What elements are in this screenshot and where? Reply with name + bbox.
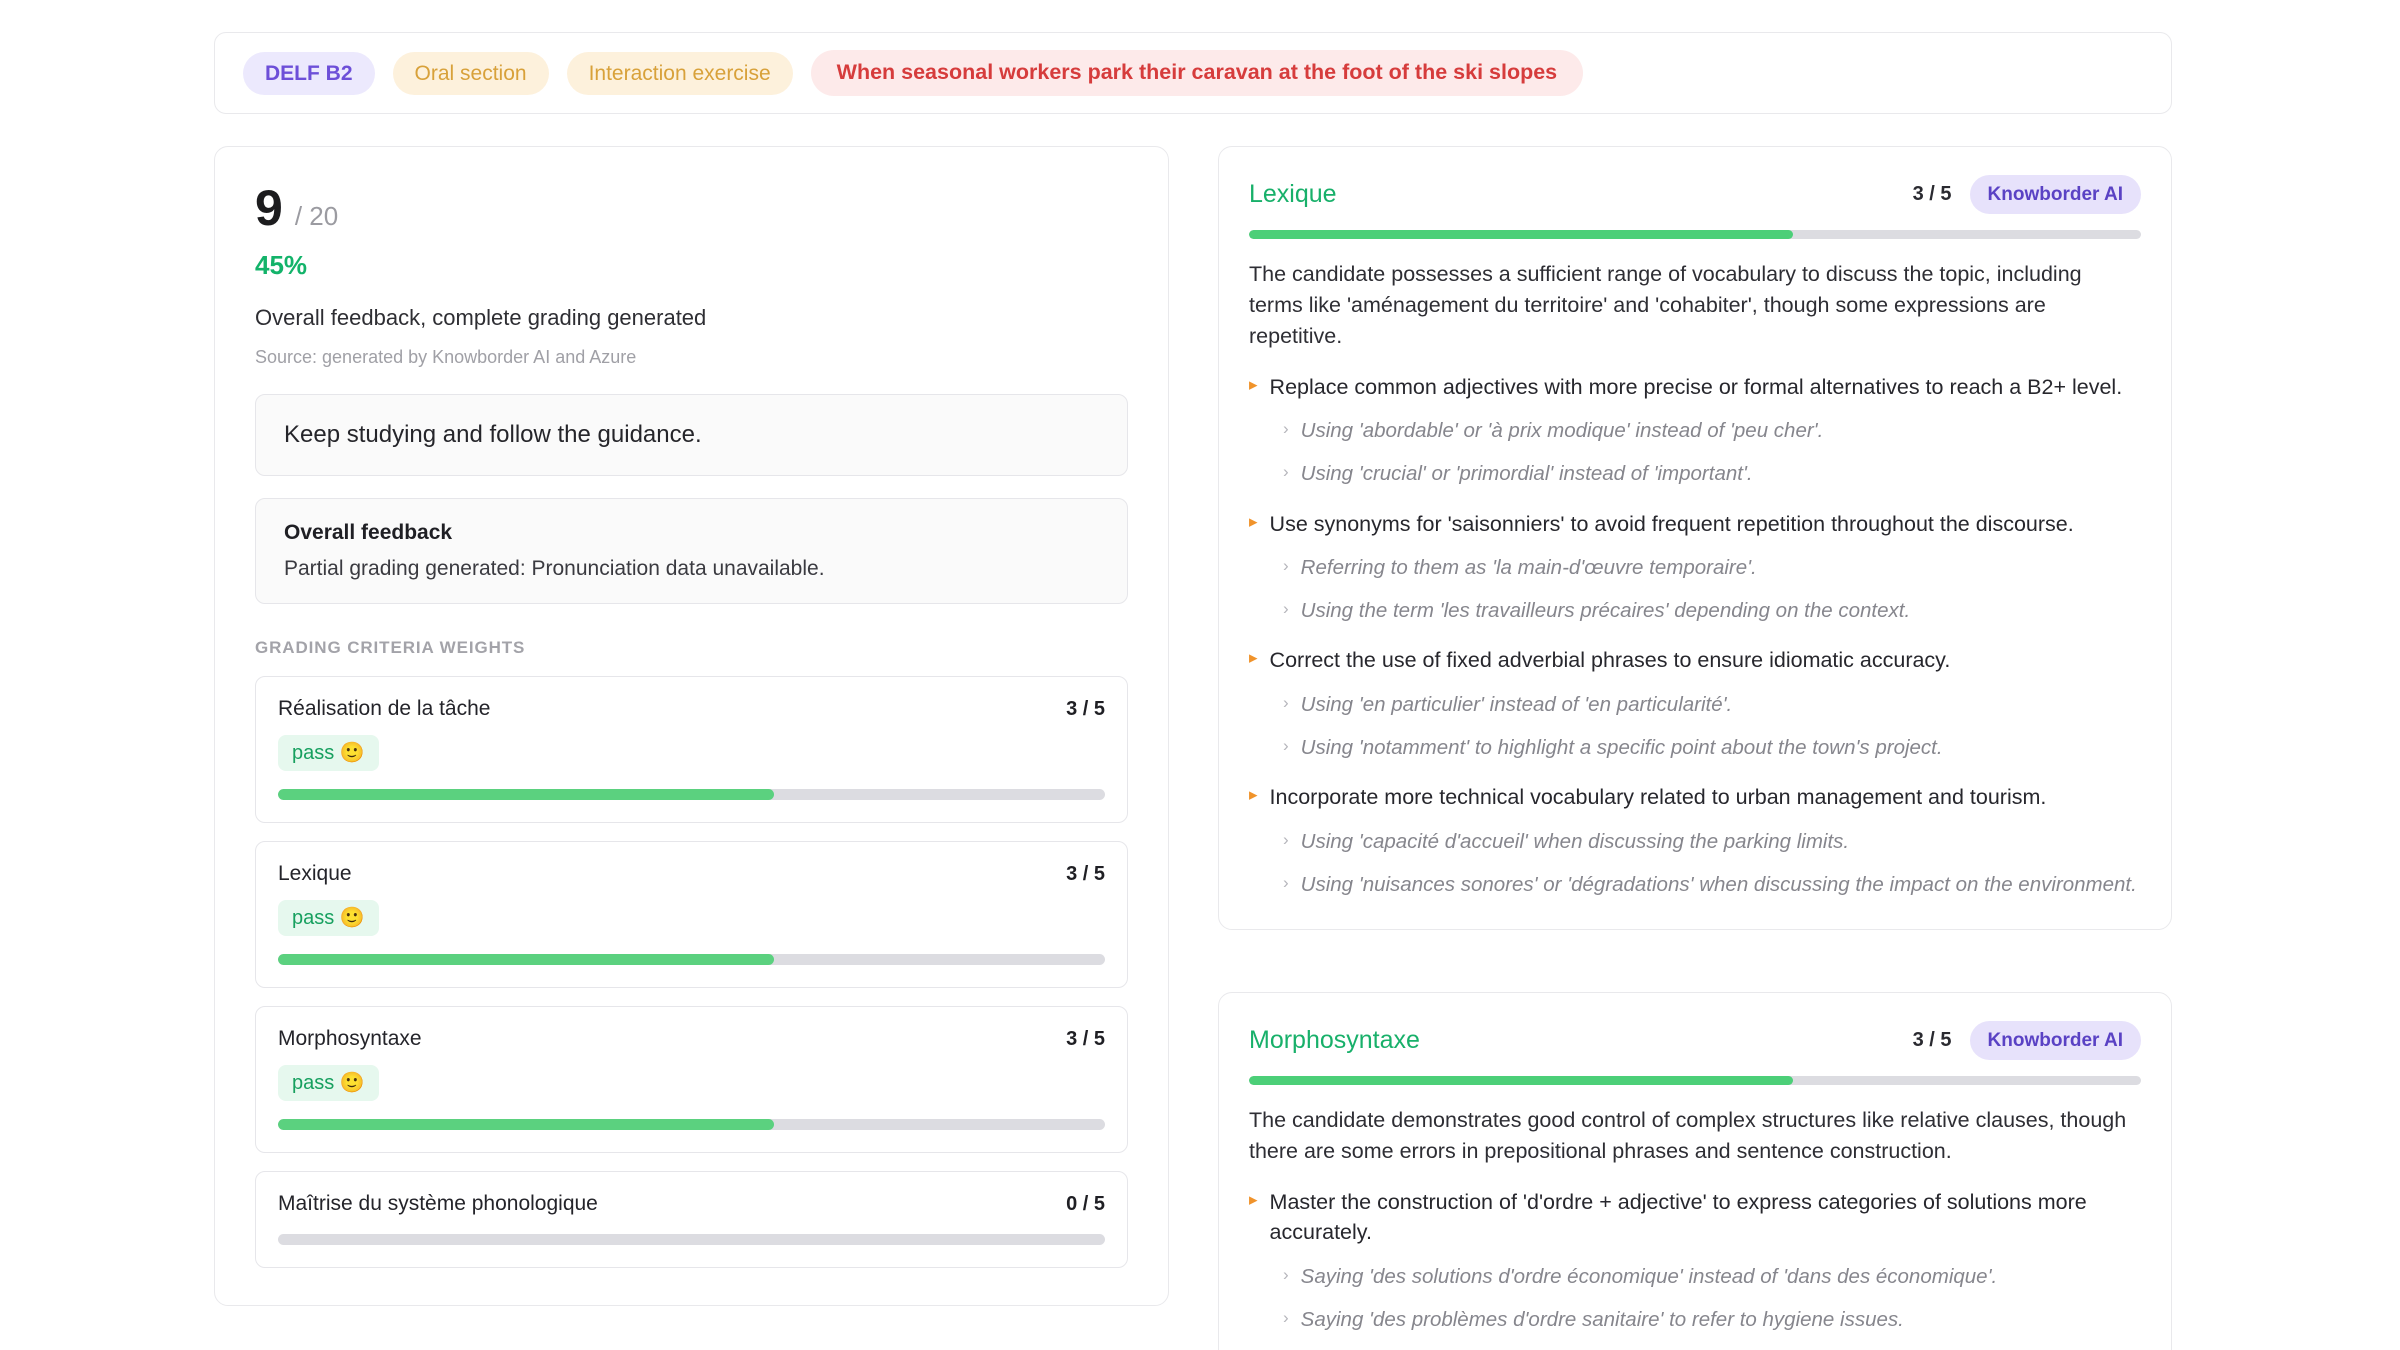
card-progress-track [1249, 1076, 2141, 1085]
guidance-note: Keep studying and follow the guidance. [255, 394, 1128, 476]
criteria-heading: GRADING CRITERIA WEIGHTS [255, 638, 526, 657]
caret-right-icon: ▸ [1249, 374, 1258, 394]
card-title: Morphosyntaxe [1249, 1025, 1420, 1054]
caret-right-icon: ▸ [1249, 1189, 1258, 1209]
criterion-item[interactable] [255, 1006, 1128, 1153]
criterion-name: Morphosyntaxe [278, 1027, 422, 1050]
criterion-header [278, 1027, 1105, 1051]
criterion-item[interactable] [255, 676, 1128, 823]
criterion-progress-track [278, 1119, 1105, 1130]
advice-example [1283, 1305, 2141, 1334]
advice-example-text: Using 'capacité d'accueil' when discussing the parking limits. [1300, 829, 1850, 853]
criterion-progress-fill [278, 954, 774, 965]
criterion-progress-track [278, 789, 1105, 800]
advice-text: Master the construction of 'd'ordre + adjective' to express categories of solutions more accurately. [1269, 1189, 2087, 1245]
status-badge: pass 🙂 [278, 900, 379, 936]
criterion-progress-fill [278, 1119, 774, 1130]
caret-right-icon: ▸ [1249, 511, 1258, 531]
advice-example [1283, 690, 2141, 719]
advice-example-text: Using 'abordable' or 'à prix modique' instead of 'peu cher'. [1300, 419, 1824, 443]
criterion-progress-fill [278, 789, 774, 800]
criterion-header [278, 697, 1105, 721]
chevron-right-icon: › [1283, 735, 1289, 755]
card-header [1249, 175, 2141, 214]
chevron-right-icon: › [1283, 599, 1289, 619]
score-percent: 45% [255, 250, 308, 280]
advice-text: Replace common adjectives with more precise or formal alternatives to reach a B2+ level. [1269, 374, 2123, 399]
advice-example [1283, 459, 2141, 488]
chevron-right-icon: › [1283, 1307, 1289, 1327]
criterion-progress-track [278, 954, 1105, 965]
criterion-score: 0 / 5 [1066, 1192, 1105, 1215]
advice-item [1249, 782, 2141, 813]
card-progress-track [1249, 230, 2141, 239]
ai-source-badge[interactable]: Knowborder AI [1970, 175, 2141, 214]
advice-example-text: Using 'crucial' or 'primordial' instead of 'important'. [1300, 462, 1753, 486]
chevron-right-icon: › [1283, 872, 1289, 892]
chip-section[interactable]: Oral section [393, 52, 549, 95]
criterion-header [278, 862, 1105, 886]
advice-item [1249, 372, 2141, 403]
chevron-right-icon: › [1283, 692, 1289, 712]
caret-right-icon: ▸ [1249, 648, 1258, 668]
advice-example [1283, 416, 2141, 445]
criterion-score: 3 / 5 [1066, 697, 1105, 720]
caret-right-icon: ▸ [1249, 785, 1258, 805]
advice-item [1249, 1187, 2141, 1248]
advice-item [1249, 645, 2141, 676]
advice-example-text: Using 'notamment' to highlight a specific point about the town's project. [1300, 735, 1943, 759]
advice-item [1249, 509, 2141, 540]
advice-example-text: Referring to them as 'la main-d'œuvre temporaire'. [1300, 556, 1757, 580]
score-row [255, 180, 1128, 236]
chevron-right-icon: › [1283, 556, 1289, 576]
source-line: Source: generated by Knowborder AI and Azure [255, 347, 637, 367]
score-total: / 20 [294, 201, 339, 231]
advice-example-text: Using 'nuisances sonores' or 'dégradations' when discussing the impact on the environment. [1300, 872, 2137, 896]
advice-example [1283, 733, 2141, 762]
score-value: 9 [255, 180, 283, 236]
card-progress-fill [1249, 1076, 1793, 1085]
overall-feedback-box [255, 498, 1128, 604]
advice-example-text: Saying 'des problèmes d'ordre sanitaire' to refer to hygiene issues. [1300, 1307, 1904, 1331]
card-title: Lexique [1249, 180, 1337, 208]
chip-exercise[interactable]: Interaction exercise [567, 52, 793, 95]
criterion-name: Lexique [278, 862, 352, 885]
chevron-right-icon: › [1283, 419, 1289, 439]
criterion-name: Réalisation de la tâche [278, 697, 491, 720]
criterion-feedback-card [1218, 992, 2172, 1350]
advice-example-text: Using the term 'les travailleurs précaires' depending on the context. [1300, 599, 1911, 623]
card-header-right [1913, 175, 2141, 214]
advice-example [1283, 596, 2141, 625]
card-header-right [1913, 1021, 2141, 1060]
ai-source-badge[interactable]: Knowborder AI [1970, 1021, 2141, 1060]
breadcrumb [214, 32, 2172, 114]
card-description: The candidate demonstrates good control of complex structures like relative clauses, though there are some errors in prepositional phrases and sentence construction. [1249, 1107, 2127, 1163]
chevron-right-icon: › [1283, 1264, 1289, 1284]
advice-example [1283, 870, 2141, 899]
criterion-feedback-card [1218, 146, 2172, 930]
criterion-score: 3 / 5 [1066, 1027, 1105, 1050]
criterion-item[interactable] [255, 1171, 1128, 1268]
criterion-progress-track [278, 1234, 1105, 1245]
chevron-right-icon: › [1283, 462, 1289, 482]
advice-example [1283, 1262, 2141, 1291]
card-score: 3 / 5 [1912, 1028, 1952, 1051]
feedback-panels [1218, 146, 2172, 1350]
advice-text: Incorporate more technical vocabulary related to urban management and tourism. [1269, 785, 2047, 810]
criterion-item[interactable] [255, 841, 1128, 988]
summary-card [214, 146, 1169, 1306]
page-title: When seasonal workers park their caravan at the foot of the ski slopes [811, 50, 1583, 96]
advice-example [1283, 827, 2141, 856]
status-badge: pass 🙂 [278, 735, 379, 771]
chip-level[interactable]: DELF B2 [243, 52, 375, 95]
advice-example-text: Using 'en particulier' instead of 'en particularité'. [1300, 692, 1733, 716]
criterion-name: Maîtrise du système phonologique [278, 1192, 598, 1215]
card-header [1249, 1021, 2141, 1060]
advice-text: Correct the use of fixed adverbial phrases to ensure idiomatic accuracy. [1269, 648, 1951, 673]
overall-feedback-title: Overall feedback [284, 521, 453, 544]
criteria-list [255, 676, 1128, 1268]
overall-feedback-text: Partial grading generated: Pronunciation data unavailable. [284, 557, 825, 580]
card-score: 3 / 5 [1912, 183, 1952, 205]
status-badge: pass 🙂 [278, 1065, 379, 1101]
advice-example [1283, 553, 2141, 582]
criterion-score: 3 / 5 [1066, 862, 1105, 885]
criterion-header [278, 1192, 1105, 1216]
card-progress-fill [1249, 230, 1793, 239]
overall-feedback-line: Overall feedback, complete grading generated [255, 305, 707, 330]
chevron-right-icon: › [1283, 829, 1289, 849]
card-description: The candidate possesses a sufficient range of vocabulary to discuss the topic, including terms like 'aménagement du territoire' and 'cohabiter', though some expressions are repetitive. [1249, 262, 2082, 348]
advice-example-text: Saying 'des solutions d'ordre économique' instead of 'dans des économique'. [1300, 1264, 1998, 1288]
advice-text: Use synonyms for 'saisonniers' to avoid frequent repetition throughout the discourse. [1269, 511, 2074, 536]
